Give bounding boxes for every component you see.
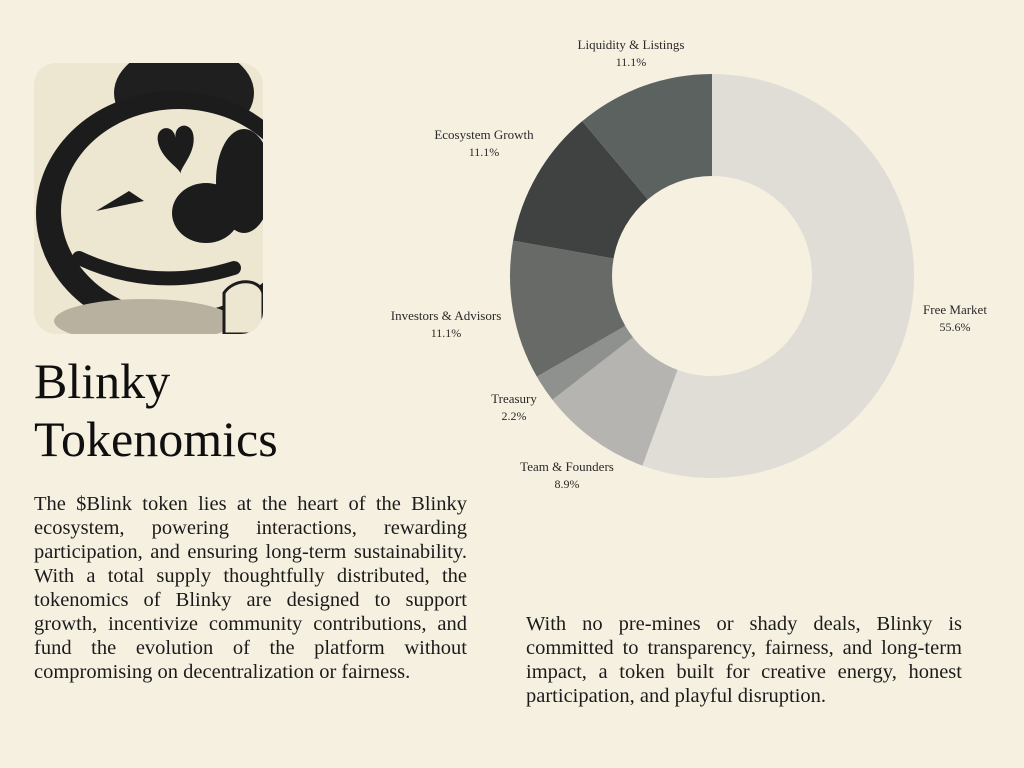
- closing-paragraph: With no pre-mines or shady deals, Blinky is committed to transparency, fairness, and long-term impact, a token built for creative energy, honest participation, and playful disruption.: [526, 613, 962, 707]
- slice-label: [578, 37, 685, 69]
- slice-label-name: Investors & Advisors: [390, 308, 502, 323]
- slice-label: [520, 459, 614, 491]
- slice-label-name: Free Market: [923, 302, 987, 317]
- tokenomics-donut-chart: [380, 30, 1020, 500]
- mascot-illustration: [34, 63, 263, 334]
- slice-label-value: 2.2%: [501, 409, 527, 423]
- slice-label-name: Ecosystem Growth: [434, 127, 534, 142]
- slice-label-value: 11.1%: [468, 145, 500, 159]
- slice-label-value: 8.9%: [554, 477, 580, 491]
- slice-label-name: Treasury: [491, 391, 537, 406]
- slice-label: [391, 308, 502, 340]
- slice-label: [491, 391, 537, 423]
- page-title-line2: Tokenomics: [34, 411, 278, 467]
- slice-label: [434, 127, 534, 159]
- slice-label-name: Team & Founders: [520, 459, 614, 474]
- slice-label-name: Liquidity & Listings: [577, 37, 685, 52]
- slice-label-value: 11.1%: [615, 55, 647, 69]
- slice-label-value: 11.1%: [430, 326, 462, 340]
- slice-label: [923, 302, 987, 334]
- intro-paragraph: The $Blink token lies at the heart of the Blinky ecosystem, powering interactions, rewarding participation, and ensuring long-term sustainability. With a total supply thoughtfully distributed, the tokenomics of Blinky are designed to support growth, incentivize community contributions, and fund the evolution of the platform without compromising on decentralization or fairness.: [34, 493, 467, 683]
- slice-label-value: 55.6%: [939, 320, 971, 334]
- page-title-line1: Blinky: [34, 353, 171, 409]
